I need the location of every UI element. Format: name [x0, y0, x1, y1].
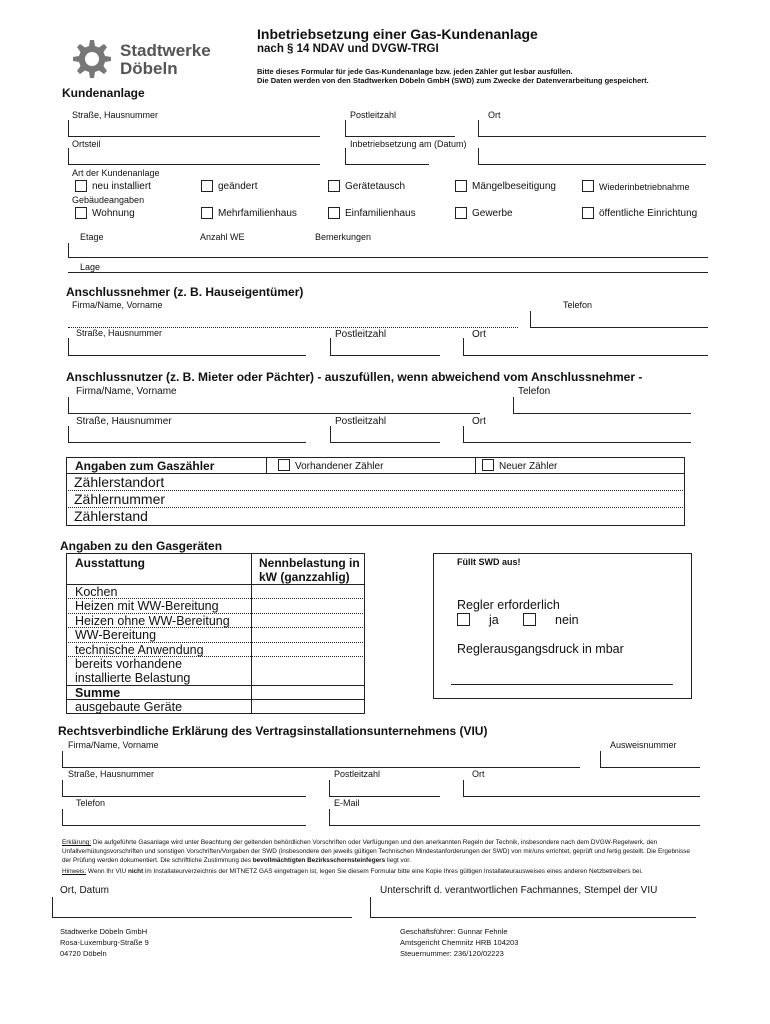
label-inbetrieb: Inbetriebsetzung am (Datum) [350, 139, 467, 149]
checkbox-mfh[interactable] [201, 207, 213, 219]
label-unterschrift: Unterschrift d. verantwortlichen Fachmannes, Stempel der VIU [380, 885, 658, 896]
nu-label-firma: Firma/Name, Vorname [76, 386, 177, 397]
field-inbetrieb-2[interactable] [478, 164, 706, 165]
erklaerung-line3b: bevollmächtigten Bezirksschornsteinfegers [252, 857, 386, 864]
label-neuer-zaehler: Neuer Zähler [499, 461, 558, 472]
checkbox-wohnung[interactable] [75, 207, 87, 219]
field-zaehlernummer[interactable] [66, 507, 685, 508]
viu-label-telefon: Telefon [76, 798, 106, 808]
field-etage[interactable] [68, 257, 708, 258]
label-geraetetausch: Gerätetausch [345, 181, 406, 192]
checkbox-wiederinbetrieb[interactable] [582, 180, 594, 192]
checkbox-neuer-zaehler[interactable] [482, 459, 494, 471]
label-zaehlerstandort: Zählerstandort [74, 474, 165, 490]
erklaerung-line3c: liegt vor. [385, 857, 411, 864]
row-installierte-belastung: installierte Belastung [75, 671, 191, 685]
row-bereits-vorhandene: bereits vorhandene [75, 657, 183, 671]
footer-street: Rosa-Luxemburg-Straße 9 [60, 938, 149, 947]
label-wohnung: Wohnung [92, 208, 135, 219]
viu-label-strasse: Straße, Hausnummer [68, 769, 155, 779]
label-ortsteil: Ortsteil [72, 139, 101, 149]
viu-field-ort[interactable] [463, 796, 700, 797]
checkbox-gewerbe[interactable] [455, 207, 467, 219]
footer-ceo: Geschäftsführer: Gunnar Fehnle [400, 927, 508, 936]
row-ausgebaute-geraete: ausgebaute Geräte [75, 700, 183, 714]
field-unterschrift[interactable] [370, 917, 696, 918]
swd-title: Füllt SWD aus! [457, 557, 521, 567]
hinweis-label: Hinweis: [62, 868, 87, 875]
an-label-strasse: Straße, Hausnummer [76, 328, 163, 338]
label-lage: Lage [80, 262, 101, 272]
erklaerung-line1: Die aufgeführte Gasanlage wird unter Beachtung der geltenden behördlichen Vorschriften oder Verfügungen und den anerkannten Regeln der Technik, insbesondere nach dem DVGW-Regelwerk, den [91, 839, 658, 846]
an-field-telefon[interactable] [530, 327, 708, 328]
an-label-plz: Postleitzahl [335, 329, 387, 340]
logo [66, 36, 216, 82]
label-regler-nein: nein [555, 613, 579, 627]
checkbox-neu-installiert[interactable] [75, 180, 87, 192]
erklaerung-text [62, 838, 712, 865]
label-mfh: Mehrfamilienhaus [218, 208, 297, 219]
footer-company: Stadtwerke Döbeln GmbH [60, 927, 148, 936]
footer-left [60, 926, 149, 959]
nu-label-ort: Ort [472, 416, 486, 427]
viu-label-ausweis: Ausweisnummer [610, 740, 677, 750]
logo-gear-icon [66, 36, 114, 82]
an-field-plz[interactable] [330, 355, 440, 356]
row-kochen: Kochen [75, 585, 118, 599]
viu-field-firma[interactable] [62, 767, 580, 768]
an-field-ort[interactable] [463, 355, 708, 356]
checkbox-regler-ja[interactable] [457, 613, 470, 626]
label-ort: Ort [488, 110, 501, 120]
erklaerung-line3a: der Prüfung werden dokumentiert. Die schriftliche Zustimmung des [62, 857, 253, 864]
label-ort-datum: Ort, Datum [60, 885, 109, 896]
an-label-firma: Firma/Name, Vorname [72, 300, 163, 310]
row-ww-bereitung: WW-Bereitung [75, 628, 157, 642]
checkbox-maengel[interactable] [455, 180, 467, 192]
nu-label-strasse: Straße, Hausnummer [76, 416, 172, 427]
an-field-strasse[interactable] [68, 355, 306, 356]
label-plz: Postleitzahl [350, 110, 397, 120]
viu-field-telefon[interactable] [62, 825, 306, 826]
label-neu-installiert: neu installiert [92, 181, 151, 192]
label-maengel: Mängelbeseitigung [472, 181, 556, 192]
field-inbetrieb[interactable] [345, 164, 429, 165]
label-reglerdruck: Reglerausgangsdruck in mbar [457, 642, 624, 656]
label-etage: Etage [80, 232, 104, 242]
form-note-2: Die Daten werden von den Stadtwerken Döbeln GmbH (SWD) zum Zwecke der Datenverarbeitung gespeichert. [257, 76, 649, 85]
field-ortsteil[interactable] [68, 164, 320, 165]
col-nennbelastung-1: Nennbelastung in [259, 556, 360, 570]
nu-label-telefon: Telefon [518, 386, 551, 397]
label-bemerkungen: Bemerkungen [315, 232, 372, 242]
field-ort-datum[interactable] [52, 917, 352, 918]
form-subtitle: nach § 14 NDAV und DVGW-TRGI [257, 43, 439, 55]
viu-heading: Rechtsverbindliche Erklärung des Vertragsinstallationsunternehmens (VIU) [58, 724, 488, 738]
checkbox-oeffentlich[interactable] [582, 207, 594, 219]
nu-field-strasse[interactable] [68, 442, 306, 443]
label-anzahl-we: Anzahl WE [200, 232, 245, 242]
col-ausstattung: Ausstattung [75, 556, 145, 570]
label-gewerbe: Gewerbe [472, 208, 513, 219]
footer-court: Amtsgericht Chemnitz HRB 104203 [400, 938, 519, 947]
an-label-ort: Ort [472, 329, 486, 340]
nu-label-plz: Postleitzahl [335, 416, 387, 427]
form-note-1: Bitte dieses Formular für jede Gas-Kundenanlage bzw. jeden Zähler gut lesbar ausfüllen. [257, 67, 573, 76]
hinweis-c: im Installateurverzeichnis der MITNETZ GAS eingetragen ist, legen Sie diesem Formular bitte eine Kopie Ihres gültigen Installateurausweises eines anderen Netzbetreibers bei. [143, 868, 643, 875]
checkbox-geaendert[interactable] [201, 180, 213, 192]
row-technische-anwendung: technische Anwendung [75, 643, 204, 657]
viu-label-ort: Ort [472, 769, 485, 779]
nu-field-plz[interactable] [330, 442, 440, 443]
label-zaehlerstand: Zählerstand [74, 508, 148, 524]
footer-tax: Steuernummer: 236/120/02223 [400, 949, 504, 958]
label-geaendert: geändert [218, 181, 258, 192]
viu-field-ausweis[interactable] [600, 767, 700, 768]
logo-line2: Döbeln [120, 59, 178, 78]
label-efh: Einfamilienhaus [345, 208, 416, 219]
viu-label-plz: Postleitzahl [334, 769, 381, 779]
nu-field-ort[interactable] [463, 442, 691, 443]
nu-field-telefon[interactable] [513, 413, 691, 414]
viu-label-email: E-Mail [334, 798, 360, 808]
label-gebaeude: Gebäudeangaben [72, 195, 145, 205]
anschlussnehmer-heading: Anschlussnehmer (z. B. Hauseigentümer) [66, 285, 304, 299]
logo-line1: Stadtwerke [120, 41, 211, 60]
gaszaehler-heading: Angaben zum Gaszähler [75, 459, 215, 473]
checkbox-geraetetausch[interactable] [328, 180, 340, 192]
field-zaehlerstandort[interactable] [66, 490, 685, 491]
field-strasse[interactable] [68, 136, 320, 137]
field-reglerdruck[interactable] [451, 684, 673, 685]
field-plz[interactable] [345, 136, 455, 137]
viu-label-firma: Firma/Name, Vorname [68, 740, 159, 750]
nu-field-firma[interactable] [68, 413, 480, 414]
checkbox-regler-nein[interactable] [523, 613, 536, 626]
label-regler: Regler erforderlich [457, 598, 560, 612]
label-wiederinbetrieb: Wiederinbetriebnahme [599, 182, 690, 192]
label-oeffentlich: öffentliche Einrichtung [599, 208, 698, 219]
checkbox-vorhandener-zaehler[interactable] [278, 459, 290, 471]
field-lage[interactable] [68, 272, 708, 273]
an-label-telefon: Telefon [563, 300, 593, 310]
viu-field-email[interactable] [329, 825, 700, 826]
erklaerung-line2: Unfallverhütungsvorschriften und sonstigen Vorschriften/Vorgaben der SWD (insbesondere den jeweils gültigen Technischen Mindestanforderungen der SWD) von mir/uns errichtet, geprüft und fertig gestellt. Die Ergebnisse [62, 848, 690, 855]
hinweis-a: Wenn Ihr VIU [86, 868, 128, 875]
kundenanlage-heading: Kundenanlage [62, 86, 145, 100]
viu-field-strasse[interactable] [62, 796, 306, 797]
gasgeraete-heading: Angaben zu den Gasgeräten [60, 539, 223, 553]
row-heizen-ohne: Heizen ohne WW-Bereitung [75, 614, 230, 628]
erklaerung-label: Erklärung: [62, 839, 92, 846]
footer-city: 04720 Döbeln [60, 949, 107, 958]
anschlussnutzer-heading: Anschlussnutzer (z. B. Mieter oder Pächter) - auszufüllen, wenn abweichend vom Anschlussnehmer - [66, 370, 643, 384]
hinweis-text [62, 868, 722, 875]
checkbox-efh[interactable] [328, 207, 340, 219]
label-art: Art der Kundenanlage [72, 168, 160, 178]
row-heizen-mit: Heizen mit WW-Bereitung [75, 599, 219, 613]
viu-field-plz[interactable] [329, 796, 440, 797]
field-ort[interactable] [478, 136, 706, 137]
col-nennbelastung-2: kW (ganzzahlig) [259, 570, 350, 584]
label-regler-ja: ja [489, 613, 499, 627]
form-title: Inbetriebsetzung einer Gas-Kundenanlage [257, 26, 538, 42]
hinweis-b: nicht [127, 868, 144, 875]
footer-right [400, 926, 518, 959]
label-zaehlernummer: Zählernummer [74, 491, 166, 507]
row-summe: Summe [75, 686, 121, 700]
label-strasse: Straße, Hausnummer [72, 110, 159, 120]
label-vorhandener-zaehler: Vorhandener Zähler [295, 461, 384, 472]
